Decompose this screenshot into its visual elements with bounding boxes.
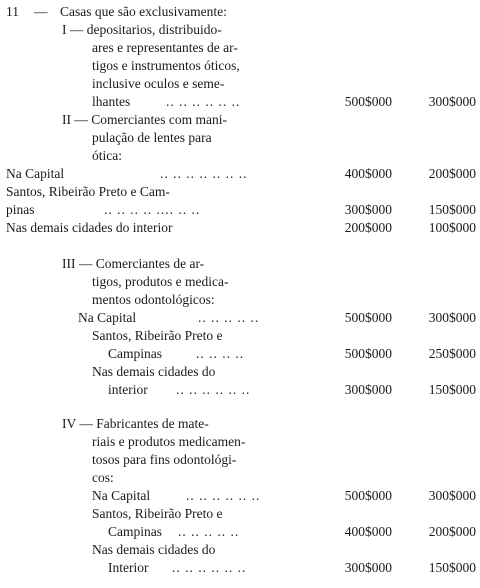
s1-line-3: tigos e instrumentos óticos,: [92, 58, 240, 73]
s3-row-1-label: Na Capital: [78, 310, 137, 325]
s4-row-3-value-1: 300$000: [344, 560, 392, 575]
s4-row-1-value-2: 300$000: [428, 488, 476, 503]
s4-row-2-value-2: 200$000: [428, 524, 476, 539]
section-heading: Casas que são exclusivamente:: [60, 4, 227, 19]
s3-row-2-line-1: Santos, Ribeirão Preto e: [92, 328, 223, 343]
s4-row-2-line-1: Santos, Ribeirão Preto e: [92, 506, 223, 521]
s1-value-2: 300$000: [428, 94, 476, 109]
s3-row-3-value-1: 300$000: [344, 382, 392, 397]
s3-line-1: III — Comerciantes de ar-: [62, 256, 205, 271]
s2-row-3-value-2: 100$000: [428, 220, 476, 235]
s4-row-2-leader: .. .. .. .. ..: [178, 524, 240, 539]
s2-row-1-value-1: 400$000: [344, 166, 392, 181]
s1-line-5: lhantes: [92, 94, 131, 109]
s3-line-3: mentos odontológicos:: [92, 292, 215, 307]
s4-row-1-label: Na Capital: [92, 488, 151, 503]
s2-row-2-line-2: pinas: [6, 202, 35, 217]
s4-row-3-value-2: 150$000: [428, 560, 476, 575]
s4-line-1: IV — Fabricantes de mate-: [62, 416, 209, 431]
s4-row-2-line-2: Campinas: [108, 524, 162, 539]
s3-row-2-leader: .. .. .. ..: [196, 346, 245, 361]
s4-row-3-line-2: Interior: [108, 560, 149, 575]
s2-row-2-value-1: 300$000: [344, 202, 392, 217]
s2-row-3-label: Nas demais cidades do interior: [6, 220, 173, 235]
s4-line-4: cos:: [92, 470, 114, 485]
s2-row-3-value-1: 200$000: [344, 220, 392, 235]
s3-row-2-line-2: Campinas: [108, 346, 162, 361]
s2-line-3: ótica:: [92, 148, 122, 163]
s1-line-2: ares e representantes de ar-: [92, 40, 238, 55]
s2-row-2-value-2: 150$000: [428, 202, 476, 217]
s1-value-1: 500$000: [344, 94, 392, 109]
s2-row-1-value-2: 200$000: [428, 166, 476, 181]
s3-line-2: tigos, produtos e medica-: [92, 274, 229, 289]
s4-row-3-line-1: Nas demais cidades do: [92, 542, 216, 557]
s1-line-4: inclusive oculos e seme-: [92, 76, 225, 91]
s3-row-1-leader: .. .. .. .. ..: [198, 310, 260, 325]
s4-row-3-leader: .. .. .. .. .. ..: [172, 560, 247, 575]
s1-line-1: I — depositarios, distribuido-: [62, 22, 222, 37]
s2-row-2-leader: .. .. .. .. .... .. ..: [104, 202, 201, 217]
s3-row-2-value-2: 250$000: [428, 346, 476, 361]
s3-row-3-leader: .. .. .. .. .. ..: [176, 382, 251, 397]
s2-row-2-line-1: Santos, Ribeirão Preto e Cam-: [6, 184, 170, 199]
s3-row-1-value-2: 300$000: [428, 310, 476, 325]
s3-row-3-line-1: Nas demais cidades do: [92, 364, 216, 379]
s4-row-1-value-1: 500$000: [344, 488, 392, 503]
s3-row-2-value-1: 500$000: [344, 346, 392, 361]
s4-line-2: riais e produtos medicamen-: [92, 434, 246, 449]
item-number: 11: [6, 4, 19, 19]
s4-row-1-leader: .. .. .. .. .. ..: [186, 488, 261, 503]
s1-leader: .. .. .. .. .. ..: [166, 94, 241, 109]
item-dash: —: [34, 4, 48, 19]
s4-line-3: tosos para fins odontológi-: [92, 452, 237, 467]
s2-line-1: II — Comerciantes com mani-: [62, 112, 227, 127]
s3-row-1-value-1: 500$000: [344, 310, 392, 325]
s2-row-1-label: Na Capital: [6, 166, 65, 181]
s4-row-2-value-1: 400$000: [344, 524, 392, 539]
s3-row-3-line-2: interior: [108, 382, 148, 397]
s3-row-3-value-2: 150$000: [428, 382, 476, 397]
s2-line-2: pulação de lentes para: [92, 130, 212, 145]
s2-row-1-leader: .. .. .. .. .. .. ..: [160, 166, 248, 181]
